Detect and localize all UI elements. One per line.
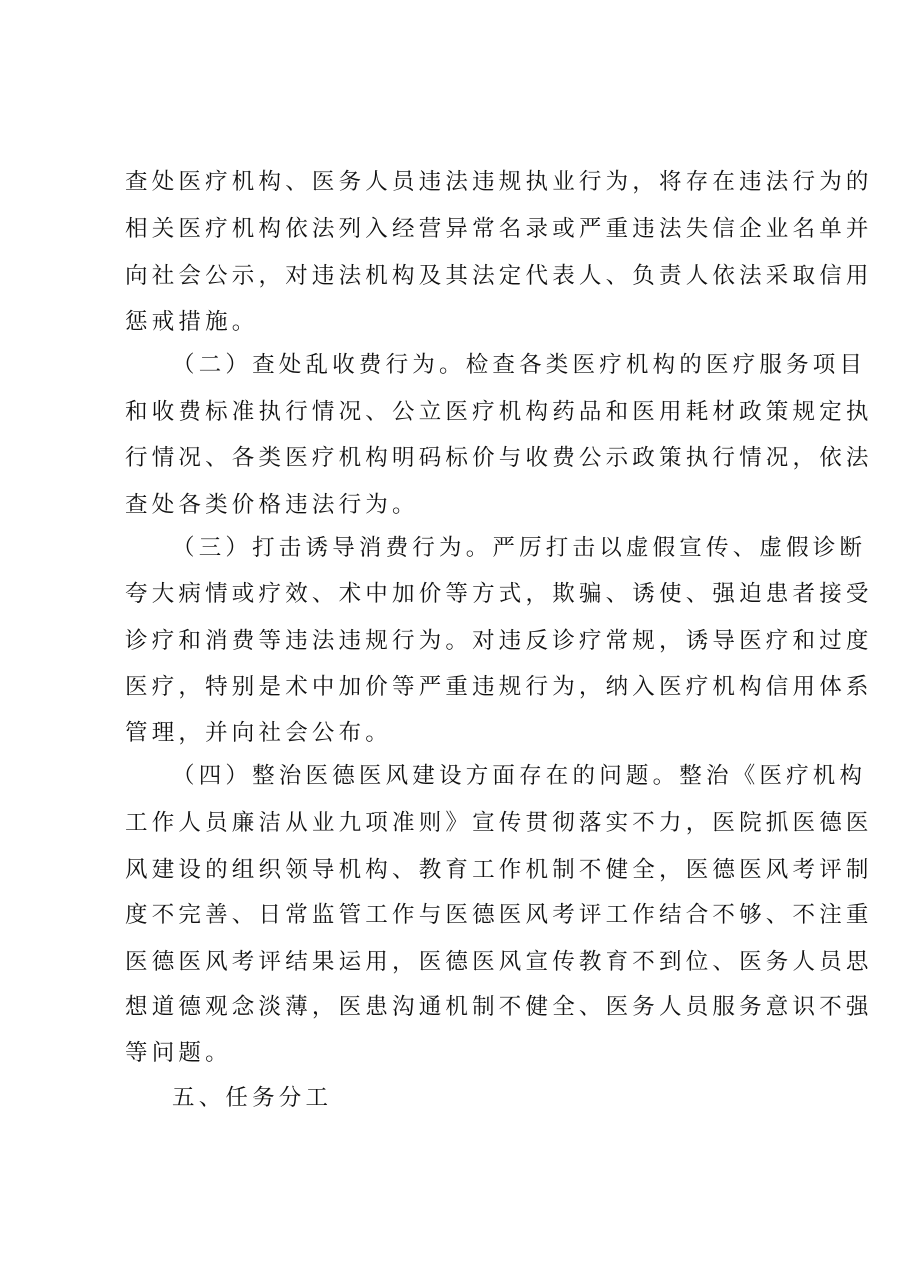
text-line: 查处各类价格违法行为。 [125, 492, 419, 518]
text-line: 惩戒措施。 [125, 309, 259, 335]
text-line: 想道德观念淡薄，医患沟通机制不健全、医务人员服务意识不强 [125, 994, 873, 1020]
section-3-heading-line: （三）打击诱导消费行为。严厉打击以虚假宣传、虚假诊断 [172, 535, 867, 561]
section-5-heading: 五、任务分工 [172, 1085, 333, 1111]
text-line: 医疗，特别是术中加价等严重违规行为，纳入医疗机构信用体系 [125, 674, 873, 700]
text-line: 度不完善、日常监管工作与医德医风考评工作结合不够、不注重 [125, 902, 873, 928]
text-line: 行情况、各类医疗机构明码标价与收费公示政策执行情况，依法 [125, 445, 873, 471]
section-2-heading-line: （二）查处乱收费行为。检查各类医疗机构的医疗服务项目 [172, 352, 867, 378]
text-line: 向社会公示，对违法机构及其法定代表人、负责人依法采取信用 [125, 263, 873, 289]
text-line: 和收费标准执行情况、公立医疗机构药品和医用耗材政策规定执 [125, 399, 873, 425]
text-line: 夸大病情或疗效、术中加价等方式，欺骗、诱使、强迫患者接受 [125, 581, 873, 607]
text-line: 等问题。 [125, 1040, 232, 1066]
text-line: 风建设的组织领导机构、教育工作机制不健全，医德医风考评制 [125, 857, 873, 883]
text-line: 工作人员廉洁从业九项准则》宣传贯彻落实不力，医院抓医德医 [125, 810, 873, 836]
text-line: 管理，并向社会公布。 [125, 720, 393, 746]
section-4-heading-line: （四）整治医德医风建设方面存在的问题。整治《医疗机构 [172, 763, 867, 789]
text-line: 医德医风考评结果运用，医德医风宣传教育不到位、医务人员思 [125, 949, 873, 975]
text-line: 查处医疗机构、医务人员违法违规执业行为，将存在违法行为的 [125, 169, 873, 195]
text-line: 相关医疗机构依法列入经营异常名录或严重违法失信企业名单并 [125, 216, 873, 242]
text-line: 诊疗和消费等违法违规行为。对违反诊疗常规，诱导医疗和过度 [125, 628, 873, 654]
